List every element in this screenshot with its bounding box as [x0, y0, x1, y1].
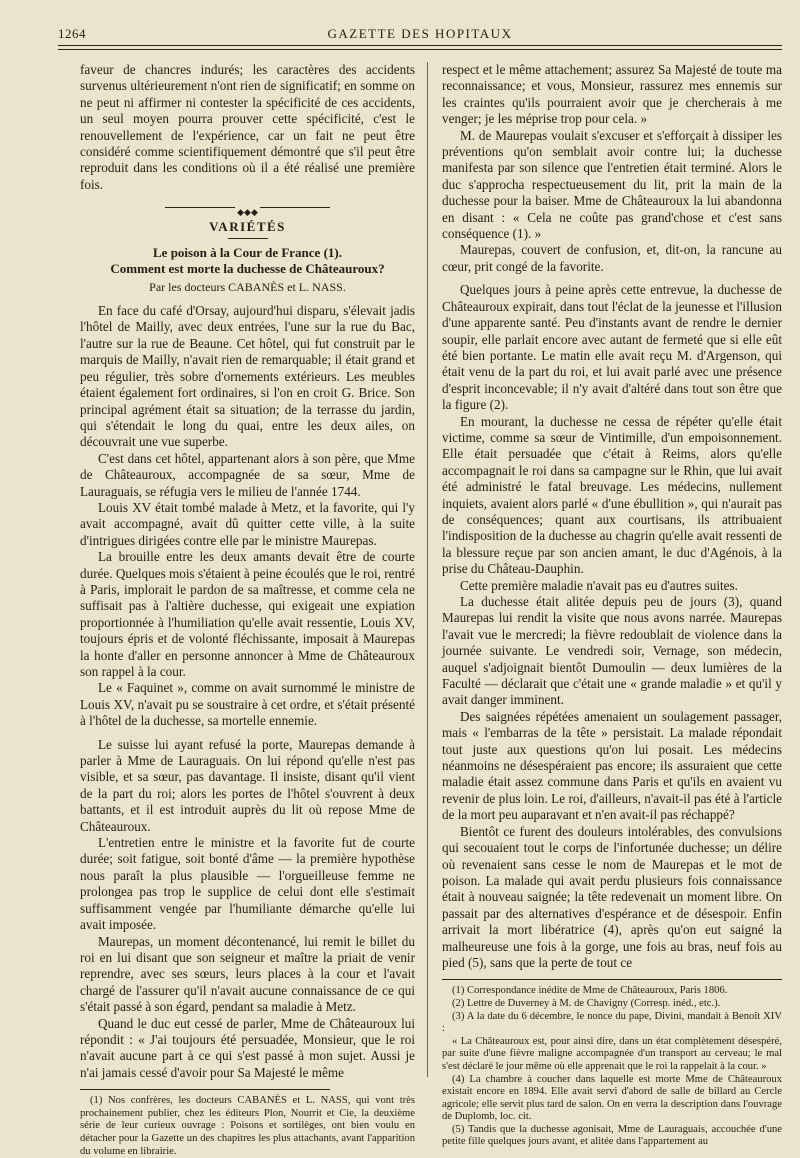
footnote: (3) A la date du 6 décembre, le nonce du pape, Divini, mandait à Benoît XIV : [442, 1010, 782, 1035]
section-rule [228, 238, 268, 239]
paragraph: Bientôt ce furent des douleurs intolérables, des convulsions qui secouaient tout le corps de l'infortunée duchesse; un délire où revenaient sans cesse le nom de Maurepas et le mot de poison. La malade qui avait perdu plusieurs fois connaissance était à nouveau saignée; la tête redevenait un moment libre. On passait par des alternatives d'espérance et de désespoir. Enfin arrivait la mort libératrice (4), après qu'on eut saigné la malheureuse une fois à la gorge, une fois au bras, neuf fois au pied (5), sans que la perte de tout ce [442, 823, 782, 970]
paragraph: Maurepas, couvert de confusion, et, dit-on, la rancune au cœur, prit congé de la favorite. [442, 242, 782, 274]
section-ornament: ◆◆◆ [80, 203, 415, 211]
paragraph: La brouille entre les deux amants devait être de courte durée. Quelques mois s'étaient à peine écoulés que le roi, rentré à Paris, implorait le pardon de sa maîtresse, et comme cela ne suffisait pas à l'altière duchesse, qui exigeait une expiation proportionnée à l'humiliation qu'elle avait ressentie, Louis XV, toujours épris et de volonté fléchissante, imposait à Maurepas la honte d'aller en personne annoncer à Mme de Châteauroux son rappel à la cour. [80, 549, 415, 679]
footnote-rule [442, 979, 782, 980]
paragraph: En face du café d'Orsay, aujourd'hui disparu, s'élevait jadis l'hôtel de Mailly, avec deux entrées, l'une sur la rue du Bac, l'autre sur la rue de Beaune. Cet hôtel, qui fut construit par le marquis de Mailly, n'avait rien de remarquable; il était grand et peu régulier, très sobre d'ornements extérieurs. Les meubles étaient également fort ordinaires, si l'on en croit G. Brice. Son principal agrément était sa situation; de la terrasse du jardin, qui s'étendait le long du quai, entre les deux ailes, on découvrait une vue superbe. [80, 303, 415, 450]
paragraph: Cette première maladie n'avait pas eu d'autres suites. [460, 577, 738, 593]
footnote: (5) Tandis que la duchesse agonisait, Mme de Lauraguais, accouchée d'une petite fille quelques jours avant, et alitée dans l'appartement au [442, 1123, 782, 1148]
running-title: GAZETTE DES HOPITAUX [327, 26, 513, 41]
footnote: (1) Nos confrères, les docteurs CABANÈS et L. NASS, qui vont très prochainement publier, chez les éditeurs Plon, Nourrit et Cie, la deuxième série de leur curieux ouvrage : Poisons et sortilèges, ont bien voulu en détacher pour la Gazette un des chapitres les plus attachants, avant l'apparition du volume en librairie. [80, 1095, 415, 1157]
paragraph: respect et le même attachement; assurez Sa Majesté de toute ma reconnaissance; et vous, Monsieur, rassurez mes ennemis sur les craintes qu'ils pourraient avoir que je chercherais à me venger; je les méprise trop pour cela. » [442, 62, 782, 127]
article-title: Le poison à la Cour de France (1). [153, 244, 342, 260]
paragraph: Des saignées répétées amenaient un soulagement passager, mais « l'embarras de la tête » persistait. La malade répondait tout juste aux questions qu'on lui posait. Les médecins néanmoins ne désespéraient pas encore; ils assuraient que cette maladie était assez commune dans Paris et qu'ils en avaient vu revenir de plus loin. Le roi, d'ailleurs, n'avait-il pas été à l'article de la mort peu auparavant et n'en avait-il pas réchappé? [442, 708, 782, 823]
section-heading: VARIÉTÉS [209, 219, 286, 235]
paragraph: Le suisse lui ayant refusé la porte, Maurepas demande à parler à Mme de Lauraguais. On lui répond qu'elle n'est pas visible, et sa sœur, pas davantage. Il insiste, disant qu'il vient de la part du roi; alors les portes de l'hôtel s'ouvrent à deux battants, et il est introduit auprès du lit où repose Mme de Châteauroux. [80, 736, 415, 834]
article-byline: Par les docteurs CABANÈS et L. NASS. [149, 279, 346, 294]
paragraph: En mourant, la duchesse ne cessa de répéter qu'elle était victime, comme sa sœur de Vintimille, d'un empoisonnement. Elle était persuadée que c'était à Reims, alors qu'elle accompagnait le roi dans sa campagne sur le Rhin, que lui avait été administré le fatal breuvage. Les médecins, nullement inquiets, avaient alors parlé « d'une ébullition », qui n'aurait pas de conséquences; quant aux courtisans, ils attribuaient l'indisposition de la duchesse au chagrin qu'elle avait ressenti de la blessure reçue par son ancien amant, le duc d'Agénois, à la prise du Château-Dauphin. [442, 413, 782, 577]
footnote: (4) La chambre à coucher dans laquelle est morte Mme de Châteauroux existait encore en 1894. Elle avait servi d'abord de salle de billard au Cercle agricole; elle servit plus tard de salon. On en verra la description dans l'ouvrage de Duplomb, loc. cit. [442, 1073, 782, 1123]
paragraph: L'entretien entre le ministre et la favorite fut de courte durée; soit fatigue, soit bonté d'âme — la première hypothèse nous paraît la plus plausible — l'orgueilleuse femme ne prolongea pas trop le supplice de celui dont elle s'estimait suffisamment vengée par l'humiliante démarche qu'elle lui avait imposée. [80, 835, 415, 933]
footnotes [80, 1095, 415, 1158]
header-rule-thin [58, 49, 782, 50]
header-rule [58, 45, 782, 46]
footnote: « La Châteauroux est, pour ainsi dire, dans un état complètement désespéré, par suite d'une fièvre maligne accompagnée d'un transport au cerveau; le mal s'est déclaré le jour même où elle apprenait que le roi la rappelait à la cour. » [442, 1035, 782, 1072]
paragraph: Quand le duc eut cessé de parler, Mme de Châteauroux lui répondit : « J'ai toujours été persuadée, Monsieur, que le roi n'avait aucune part à ce qui s'est passé à mon sujet. Aussi je n'ai jamais cessé d'avoir pour Sa Majesté le même [80, 1015, 415, 1080]
page-number: 1264 [58, 26, 86, 41]
paragraph: Maurepas, un moment décontenancé, lui remit le billet du roi en lui disant que son seigneur et maître la priait de venir reprendre, avec ses sœurs, leurs places à la cour et l'avait chargé de l'assurer qu'il n'avait aucune connaissance de ce qui s'était passé à son égard, pendant sa maladie à Metz. [80, 933, 415, 1015]
paragraph: C'est dans cet hôtel, appartenant alors à son père, que Mme de Châteauroux, accompagnée de sa sœur, Mme de Lauraguais, se réfugia vers le milieu de l'année 1744. [80, 450, 415, 499]
right-column [442, 62, 782, 1149]
page-header [58, 26, 782, 46]
paragraph: M. de Maurepas voulait s'excuser et s'efforçait à dissiper les préventions qu'on semblait avoir contre lui; la duchesse manifesta par son silence que l'entretien était terminé. Alors le duc s'approcha respectueusement du lit, prit la main de la duchesse pour la baiser. Mme de Châteauroux la lui abandonna en disant : « Cela ne coûte pas grand'chose et c'est sans conséquence (1). » [442, 127, 782, 242]
left-column [80, 62, 428, 1157]
paragraph: Le « Faquinet », comme on avait surnommé le ministre de Louis XV, n'avait pu se soustraire à cet ordre, et s'était présenté à l'hôtel de la duchesse, sa mortelle ennemie. [80, 680, 415, 729]
footnotes [442, 985, 782, 1149]
intro-paragraph: faveur de chancres indurés; les caractères des accidents survenus ultérieurement n'ont rien de significatif; en somme on ne peut ni affirmer ni contester la spécificité de ces accidents, un seul moyen pourra prouver cette spécificité, c'est le renouvellement de l'expérience, car un fait ne peut être considéré comme scientifiquement démontré que s'il peut être reproduit dans les conditions où il a été réalisé une première fois. [80, 62, 415, 192]
footnote: (2) Lettre de Duverney à M. de Chavigny (Corresp. inéd., etc.). [452, 997, 721, 1009]
paragraph: La duchesse était alitée depuis peu de jours (3), quand Maurepas lui rendit la visite que nous avons narrée. Maurepas l'avait vue le mercredi; la fièvre redoublait de violence dans la journée suivante. Le vendredi soir, Vernage, son médecin, auquel s'adjoignait bientôt Dumoulin — deux lumières de la Faculté — déclarait que c'était une « grande maladie » et qu'il y avait danger imminent. [442, 594, 782, 708]
footnote-rule [80, 1089, 330, 1090]
paragraph: Quelques jours à peine après cette entrevue, la duchesse de Châteauroux expirait, dans tout l'éclat de la jeunesse et l'illusion d'une apparente santé. Peu d'instants avant de rendre le dernier soupir, elle parlait encore avec autant de fermeté que si elle eût été bien portante. Le matin elle avait reçu M. d'Argenson, qui était venu de la part du roi, et lui avait parlé avec une présence d'esprit inconcevable; il n'y avait d'altéré dans tout son être que la figure (2). [442, 282, 782, 413]
article-subtitle: Comment est morte la duchesse de Châteauroux? [110, 260, 385, 276]
footnote: (1) Correspondance inédite de Mme de Châteauroux, Paris 1806. [452, 985, 728, 997]
paragraph: Louis XV était tombé malade à Metz, et la favorite, qui l'y avait accompagné, avait dû quitter cette ville, à la suite d'intrigues dirigées contre elle par le ministre Maurepas. [80, 499, 415, 548]
